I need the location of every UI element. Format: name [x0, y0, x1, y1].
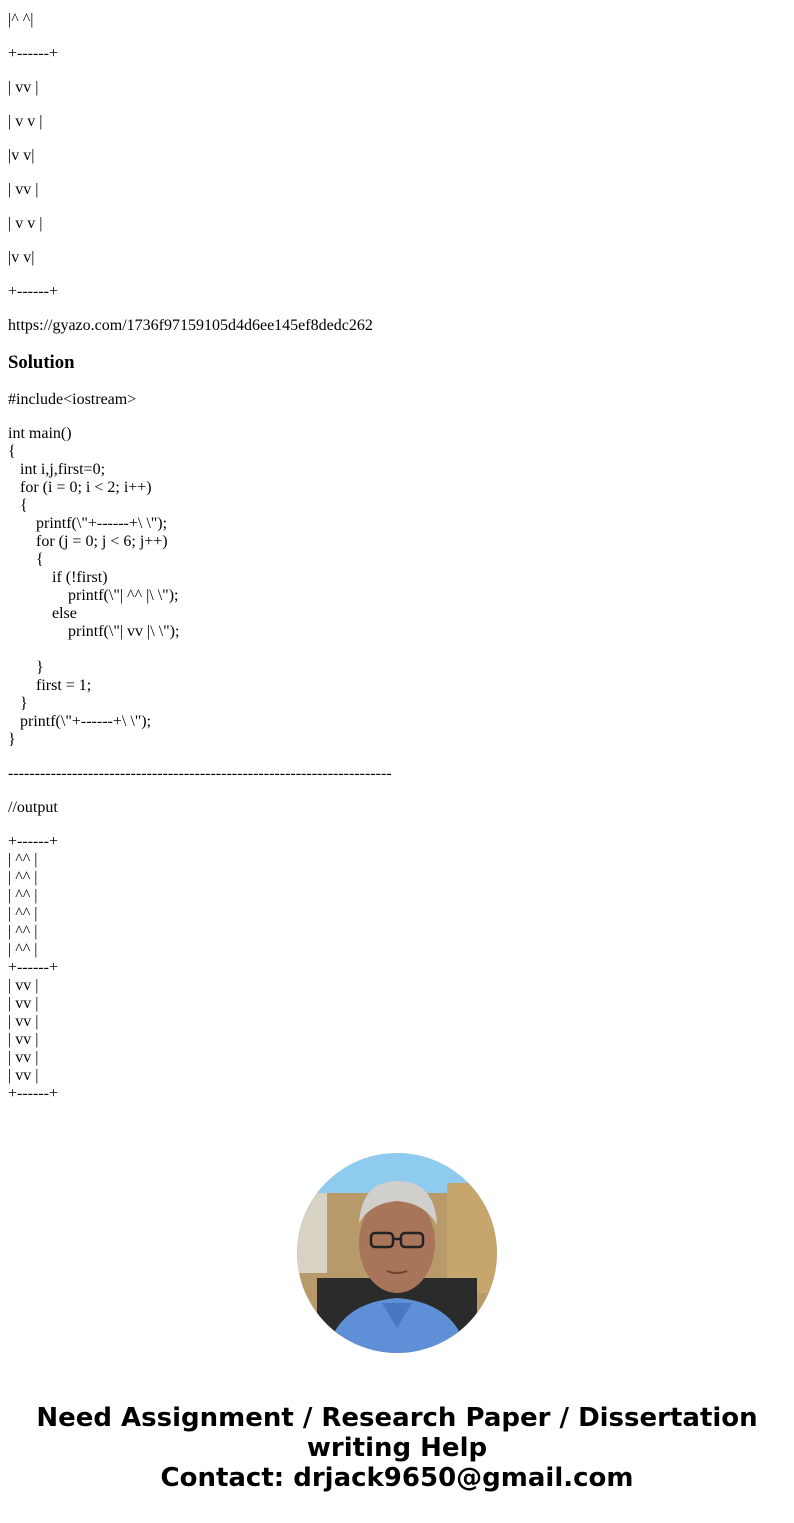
- ascii-art-line: |v v|: [8, 249, 35, 266]
- output-line: | vv |: [8, 1031, 39, 1048]
- code-line: {: [8, 443, 16, 460]
- output-line: | vv |: [8, 1013, 39, 1030]
- ascii-art-line: | vv |: [8, 79, 39, 96]
- ascii-art-line: |v v|: [8, 147, 35, 164]
- output-line: +------+: [8, 1085, 59, 1102]
- document-body: [8, 0, 786, 1103]
- code-line: for (i = 0; i < 2; i++): [8, 479, 152, 496]
- ascii-art-block: [8, 11, 786, 335]
- promo-line-3: Contact: drjack9650@gmail.com: [160, 1463, 634, 1493]
- code-line: {: [8, 497, 28, 514]
- output-line: | ^^ |: [8, 869, 38, 886]
- ascii-art-line: | v v |: [8, 215, 43, 232]
- output-label: //output: [8, 799, 58, 816]
- code-line: else: [8, 605, 77, 622]
- code-line: printf(\"| ^^ |\ \");: [8, 587, 179, 604]
- output-line: | ^^ |: [8, 905, 38, 922]
- code-block: [8, 425, 786, 749]
- code-line: int i,j,first=0;: [8, 461, 106, 478]
- code-line: {: [8, 551, 44, 568]
- promo-text: [0, 1403, 794, 1493]
- output-line: | vv |: [8, 1067, 39, 1084]
- include-line: #include<iostream>: [8, 391, 137, 408]
- output-line: +------+: [8, 833, 59, 850]
- output-line: | ^^ |: [8, 941, 38, 958]
- ascii-art-line: +------+: [8, 283, 59, 300]
- output-line: | ^^ |: [8, 923, 38, 940]
- output-line: | ^^ |: [8, 851, 38, 868]
- output-line: | vv |: [8, 1049, 39, 1066]
- output-block: [8, 833, 786, 1103]
- ascii-art-line: +------+: [8, 45, 59, 62]
- code-line: }: [8, 731, 16, 748]
- ascii-art-line: | v v |: [8, 113, 43, 130]
- output-line: | vv |: [8, 977, 39, 994]
- promo-line-1: Need Assignment / Research Paper / Dissertation: [36, 1403, 758, 1433]
- code-line: printf(\"| vv |\ \");: [8, 623, 180, 640]
- code-line: printf(\"+------+\ \");: [8, 713, 152, 730]
- code-line: first = 1;: [8, 677, 92, 694]
- code-line: for (j = 0; j < 6; j++): [8, 533, 168, 550]
- output-line: +------+: [8, 959, 59, 976]
- output-line: | ^^ |: [8, 887, 38, 904]
- reference-link: https://gyazo.com/1736f97159105d4d6ee145ef8dedc262: [8, 317, 373, 334]
- code-line: printf(\"+------+\ \");: [8, 515, 168, 532]
- code-line: if (!first): [8, 569, 108, 586]
- solution-heading: Solution: [8, 352, 75, 373]
- ascii-art-line: |^ ^|: [8, 11, 34, 28]
- code-line: }: [8, 659, 44, 676]
- separator-line: ------------------------------------------------------------------------: [8, 765, 392, 782]
- ascii-art-line: | vv |: [8, 181, 39, 198]
- promo-line-2: writing Help: [306, 1433, 488, 1463]
- promo-footer: [0, 1153, 794, 1493]
- output-line: | vv |: [8, 995, 39, 1012]
- code-line: int main(): [8, 425, 72, 442]
- author-avatar: [297, 1153, 497, 1353]
- code-line: [8, 641, 786, 659]
- code-line: }: [8, 695, 28, 712]
